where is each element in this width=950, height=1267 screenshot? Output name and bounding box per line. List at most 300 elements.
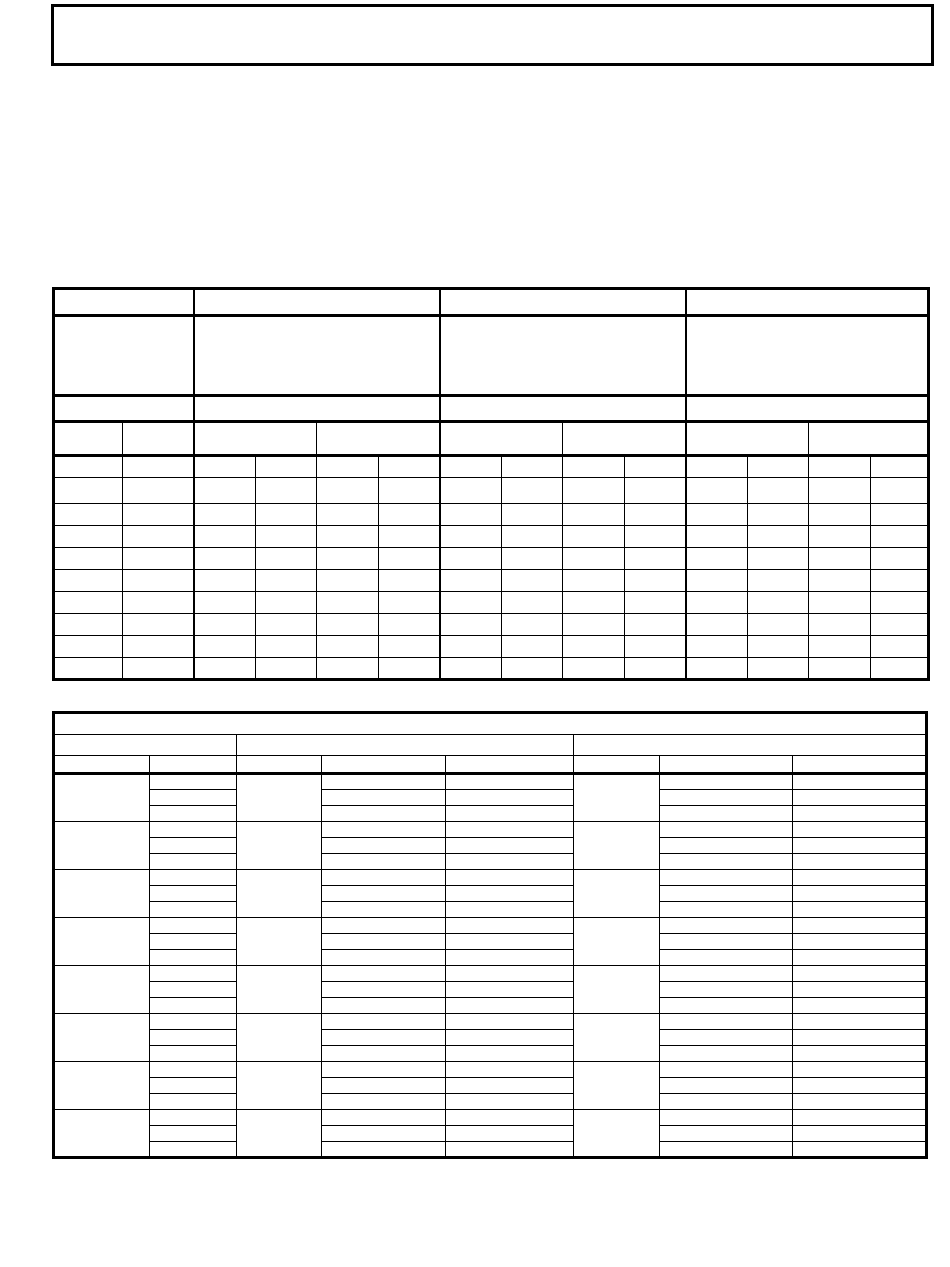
bottom-header-cell xyxy=(573,735,926,756)
top-data-cell xyxy=(54,504,123,526)
bottom-data-cell xyxy=(150,886,236,902)
top-data-cell xyxy=(256,504,317,526)
top-header-cell xyxy=(194,289,440,316)
top-data-cell xyxy=(379,548,440,570)
top-data-cell xyxy=(625,570,686,592)
bottom-data-cell xyxy=(150,822,236,838)
bottom-data-cell xyxy=(236,1062,321,1110)
bottom-data-row xyxy=(54,1014,927,1030)
top-header-cell xyxy=(194,316,440,396)
bottom-data-cell xyxy=(793,774,927,790)
top-data-cell xyxy=(563,570,625,592)
top-data-cell xyxy=(123,548,194,570)
bottom-data-cell xyxy=(321,1094,445,1110)
bottom-data-row xyxy=(54,886,927,902)
bottom-data-cell xyxy=(793,1014,927,1030)
bottom-data-cell xyxy=(446,902,573,918)
bottom-header-row-2 xyxy=(54,735,927,756)
top-data-cell xyxy=(502,658,563,680)
top-data-cell xyxy=(379,614,440,636)
bottom-data-cell xyxy=(446,918,573,934)
top-data-row xyxy=(54,504,929,526)
top-data-cell xyxy=(123,592,194,614)
top-data-cell xyxy=(686,570,748,592)
bottom-data-cell xyxy=(446,1014,573,1030)
bottom-data-cell xyxy=(660,934,793,950)
top-data-cell xyxy=(317,504,379,526)
top-data-cell xyxy=(809,526,871,548)
top-data-cell xyxy=(809,570,871,592)
bottom-data-row xyxy=(54,966,927,982)
bottom-data-cell xyxy=(793,918,927,934)
top-data-cell xyxy=(809,504,871,526)
bottom-data-cell xyxy=(321,950,445,966)
bottom-data-row xyxy=(54,950,927,966)
top-data-cell xyxy=(317,526,379,548)
bottom-data-cell xyxy=(446,774,573,790)
bottom-data-cell xyxy=(446,1030,573,1046)
bottom-data-cell xyxy=(793,1046,927,1062)
bottom-data-cell xyxy=(793,822,927,838)
top-data-cell xyxy=(502,504,563,526)
top-data-cell xyxy=(502,570,563,592)
bottom-grid-table xyxy=(52,711,928,1159)
top-data-cell xyxy=(871,478,929,504)
top-data-cell xyxy=(194,504,256,526)
bottom-data-cell xyxy=(660,1030,793,1046)
bottom-header-row-1 xyxy=(54,713,927,735)
bottom-data-cell xyxy=(446,1078,573,1094)
top-data-cell xyxy=(686,636,748,658)
bottom-data-cell xyxy=(150,1110,236,1126)
top-data-cell xyxy=(256,636,317,658)
bottom-data-cell xyxy=(793,982,927,998)
top-data-cell xyxy=(256,614,317,636)
bottom-data-cell xyxy=(54,774,150,822)
bottom-data-cell xyxy=(321,982,445,998)
bottom-data-cell xyxy=(150,1030,236,1046)
top-data-cell xyxy=(440,570,502,592)
top-header-cell xyxy=(440,422,563,456)
top-data-cell xyxy=(54,548,123,570)
top-data-cell xyxy=(194,456,256,478)
bottom-data-cell xyxy=(446,790,573,806)
bottom-data-cell xyxy=(54,822,150,870)
bottom-data-row xyxy=(54,1062,927,1078)
top-data-cell xyxy=(625,614,686,636)
bottom-data-cell xyxy=(660,950,793,966)
top-data-cell xyxy=(440,658,502,680)
top-data-cell xyxy=(194,592,256,614)
bottom-data-cell xyxy=(660,966,793,982)
top-data-cell xyxy=(379,456,440,478)
bottom-data-cell xyxy=(150,950,236,966)
bottom-header-cell xyxy=(321,756,445,774)
top-data-cell xyxy=(686,504,748,526)
bottom-data-cell xyxy=(446,838,573,854)
top-data-cell xyxy=(54,592,123,614)
top-data-cell xyxy=(871,614,929,636)
bottom-data-cell xyxy=(660,886,793,902)
bottom-data-cell xyxy=(446,854,573,870)
bottom-header-cell xyxy=(446,756,573,774)
bottom-data-cell xyxy=(660,1110,793,1126)
top-data-cell xyxy=(871,658,929,680)
top-data-cell xyxy=(563,548,625,570)
bottom-data-cell xyxy=(793,1078,927,1094)
bottom-data-cell xyxy=(321,870,445,886)
top-data-cell xyxy=(317,636,379,658)
bottom-data-cell xyxy=(446,1142,573,1158)
top-data-cell xyxy=(502,614,563,636)
top-data-cell xyxy=(379,478,440,504)
top-data-cell xyxy=(379,526,440,548)
bottom-data-cell xyxy=(54,966,150,1014)
bottom-data-cell xyxy=(150,1062,236,1078)
top-header-cell xyxy=(123,422,194,456)
bottom-data-row xyxy=(54,870,927,886)
bottom-data-cell xyxy=(793,1142,927,1158)
top-data-cell xyxy=(563,636,625,658)
bottom-data-cell xyxy=(793,966,927,982)
bottom-data-cell xyxy=(321,822,445,838)
bottom-data-cell xyxy=(150,1126,236,1142)
bottom-data-cell xyxy=(150,1046,236,1062)
bottom-data-cell xyxy=(793,934,927,950)
top-data-cell xyxy=(809,658,871,680)
top-data-cell xyxy=(379,570,440,592)
form-title-box xyxy=(51,4,934,66)
bottom-data-cell xyxy=(793,886,927,902)
top-data-cell xyxy=(748,504,809,526)
bottom-data-cell xyxy=(150,870,236,886)
bottom-data-cell xyxy=(150,902,236,918)
bottom-header-cell xyxy=(54,735,237,756)
bottom-data-cell xyxy=(660,1046,793,1062)
bottom-data-row xyxy=(54,1094,927,1110)
bottom-data-cell xyxy=(660,838,793,854)
bottom-data-cell xyxy=(54,870,150,918)
bottom-data-cell xyxy=(446,966,573,982)
bottom-data-cell xyxy=(660,982,793,998)
bottom-data-cell xyxy=(793,1094,927,1110)
bottom-data-cell xyxy=(793,902,927,918)
bottom-data-row xyxy=(54,822,927,838)
bottom-data-cell xyxy=(446,1110,573,1126)
top-data-cell xyxy=(194,658,256,680)
bottom-data-row xyxy=(54,1142,927,1158)
top-data-cell xyxy=(54,570,123,592)
bottom-data-cell xyxy=(573,918,659,966)
top-data-row xyxy=(54,478,929,504)
bottom-data-cell xyxy=(236,1014,321,1062)
bottom-data-cell xyxy=(236,966,321,1014)
top-data-cell xyxy=(54,478,123,504)
top-data-cell xyxy=(54,614,123,636)
top-header-row-3 xyxy=(54,396,929,422)
bottom-data-cell xyxy=(236,918,321,966)
top-data-row xyxy=(54,526,929,548)
top-data-row xyxy=(54,592,929,614)
top-data-cell xyxy=(748,658,809,680)
top-data-cell xyxy=(502,478,563,504)
bottom-header-cell xyxy=(150,756,236,774)
top-data-cell xyxy=(748,614,809,636)
bottom-data-cell xyxy=(150,1078,236,1094)
bottom-data-cell xyxy=(321,934,445,950)
bottom-data-cell xyxy=(660,870,793,886)
bottom-data-row xyxy=(54,854,927,870)
bottom-header-cell xyxy=(660,756,793,774)
bottom-data-cell xyxy=(150,982,236,998)
top-data-cell xyxy=(625,548,686,570)
bottom-data-cell xyxy=(54,1014,150,1062)
top-data-cell xyxy=(625,592,686,614)
top-data-cell xyxy=(686,526,748,548)
top-data-cell xyxy=(625,478,686,504)
top-data-cell xyxy=(440,548,502,570)
bottom-data-cell xyxy=(446,806,573,822)
bottom-data-cell xyxy=(321,1078,445,1094)
top-header-cell xyxy=(440,396,686,422)
bottom-data-cell xyxy=(150,1014,236,1030)
top-data-cell xyxy=(440,526,502,548)
bottom-data-row xyxy=(54,918,927,934)
bottom-data-cell xyxy=(321,886,445,902)
bottom-data-cell xyxy=(321,854,445,870)
top-data-cell xyxy=(440,614,502,636)
top-grid-table xyxy=(52,287,930,681)
top-data-cell xyxy=(809,614,871,636)
top-data-cell xyxy=(871,592,929,614)
bottom-data-cell xyxy=(321,998,445,1014)
top-data-cell xyxy=(123,614,194,636)
bottom-data-cell xyxy=(150,998,236,1014)
top-data-cell xyxy=(194,526,256,548)
top-header-cell xyxy=(440,316,686,396)
bottom-data-cell xyxy=(446,822,573,838)
bottom-data-cell xyxy=(150,934,236,950)
top-data-cell xyxy=(123,456,194,478)
top-data-cell xyxy=(440,456,502,478)
bottom-data-cell xyxy=(573,774,659,822)
top-header-cell xyxy=(317,422,440,456)
top-data-cell xyxy=(317,614,379,636)
bottom-data-row xyxy=(54,838,927,854)
bottom-data-row xyxy=(54,790,927,806)
top-data-cell xyxy=(563,456,625,478)
top-data-cell xyxy=(194,548,256,570)
bottom-data-row xyxy=(54,1030,927,1046)
top-data-cell xyxy=(54,526,123,548)
top-data-cell xyxy=(502,548,563,570)
bottom-header-cell xyxy=(236,735,573,756)
bottom-data-cell xyxy=(446,1126,573,1142)
top-data-cell xyxy=(748,548,809,570)
bottom-data-cell xyxy=(660,774,793,790)
bottom-data-cell xyxy=(660,1094,793,1110)
top-data-cell xyxy=(625,658,686,680)
bottom-data-cell xyxy=(321,1062,445,1078)
top-data-cell xyxy=(194,478,256,504)
top-header-cell xyxy=(54,289,194,316)
bottom-data-cell xyxy=(446,982,573,998)
top-data-cell xyxy=(440,592,502,614)
top-data-cell xyxy=(317,456,379,478)
top-header-cell xyxy=(686,316,929,396)
bottom-data-cell xyxy=(150,918,236,934)
bottom-data-cell xyxy=(446,1062,573,1078)
bottom-data-cell xyxy=(321,1110,445,1126)
top-data-cell xyxy=(563,658,625,680)
top-data-cell xyxy=(256,548,317,570)
bottom-data-cell xyxy=(793,998,927,1014)
top-data-cell xyxy=(256,592,317,614)
top-data-cell xyxy=(440,504,502,526)
bottom-data-cell xyxy=(660,1142,793,1158)
top-data-cell xyxy=(440,478,502,504)
bottom-data-cell xyxy=(150,790,236,806)
bottom-data-cell xyxy=(54,1110,150,1158)
bottom-data-cell xyxy=(660,1014,793,1030)
top-data-cell xyxy=(317,548,379,570)
top-data-cell xyxy=(123,658,194,680)
top-data-cell xyxy=(809,548,871,570)
bottom-data-row xyxy=(54,1046,927,1062)
bottom-data-cell xyxy=(150,838,236,854)
top-data-row xyxy=(54,614,929,636)
top-header-cell xyxy=(686,422,809,456)
top-data-cell xyxy=(871,570,929,592)
top-data-cell xyxy=(871,636,929,658)
bottom-data-cell xyxy=(321,774,445,790)
top-data-cell xyxy=(123,636,194,658)
top-header-cell xyxy=(54,396,194,422)
bottom-data-cell xyxy=(793,1030,927,1046)
top-data-cell xyxy=(317,592,379,614)
bottom-data-row xyxy=(54,1110,927,1126)
top-header-row-2 xyxy=(54,316,929,396)
bottom-data-cell xyxy=(573,1110,659,1158)
top-header-cell xyxy=(809,422,929,456)
top-data-cell xyxy=(379,592,440,614)
top-data-cell xyxy=(563,504,625,526)
bottom-data-cell xyxy=(573,822,659,870)
bottom-data-cell xyxy=(660,1126,793,1142)
bottom-data-cell xyxy=(321,1014,445,1030)
bottom-data-row xyxy=(54,1126,927,1142)
bottom-data-row xyxy=(54,982,927,998)
bottom-data-cell xyxy=(573,1014,659,1062)
top-data-cell xyxy=(809,456,871,478)
bottom-data-cell xyxy=(660,998,793,1014)
bottom-data-cell xyxy=(660,1078,793,1094)
bottom-data-cell xyxy=(573,966,659,1014)
top-header-cell xyxy=(440,289,686,316)
bottom-data-row xyxy=(54,1078,927,1094)
top-data-cell xyxy=(686,614,748,636)
top-data-cell xyxy=(54,636,123,658)
bottom-data-cell xyxy=(446,950,573,966)
bottom-data-cell xyxy=(793,1062,927,1078)
top-data-cell xyxy=(123,504,194,526)
bottom-data-cell xyxy=(446,998,573,1014)
bottom-data-cell xyxy=(150,806,236,822)
top-data-cell xyxy=(625,636,686,658)
bottom-data-cell xyxy=(793,950,927,966)
bottom-data-cell xyxy=(793,1110,927,1126)
bottom-data-cell xyxy=(660,918,793,934)
top-data-cell xyxy=(123,478,194,504)
top-data-cell xyxy=(256,526,317,548)
top-header-cell xyxy=(54,422,123,456)
top-data-cell xyxy=(317,658,379,680)
top-data-cell xyxy=(748,478,809,504)
top-data-cell xyxy=(686,658,748,680)
bottom-data-cell xyxy=(446,886,573,902)
bottom-data-cell xyxy=(236,1110,321,1158)
top-header-row-4 xyxy=(54,422,929,456)
top-data-cell xyxy=(748,526,809,548)
top-data-cell xyxy=(625,504,686,526)
top-data-row xyxy=(54,570,929,592)
bottom-data-cell xyxy=(793,806,927,822)
top-data-cell xyxy=(748,570,809,592)
bottom-header-row-3 xyxy=(54,756,927,774)
bottom-data-cell xyxy=(236,774,321,822)
top-data-cell xyxy=(502,526,563,548)
bottom-data-cell xyxy=(446,1094,573,1110)
top-data-cell xyxy=(686,478,748,504)
top-data-cell xyxy=(748,636,809,658)
bottom-data-cell xyxy=(321,918,445,934)
bottom-data-cell xyxy=(793,870,927,886)
bottom-data-cell xyxy=(54,918,150,966)
bottom-data-cell xyxy=(660,902,793,918)
top-data-cell xyxy=(194,636,256,658)
bottom-data-cell xyxy=(446,1046,573,1062)
top-data-cell xyxy=(871,548,929,570)
top-data-cell xyxy=(871,456,929,478)
top-header-cell xyxy=(686,396,929,422)
bottom-data-cell xyxy=(660,1062,793,1078)
top-data-cell xyxy=(502,456,563,478)
top-data-cell xyxy=(748,592,809,614)
top-data-cell xyxy=(379,504,440,526)
top-header-cell xyxy=(194,396,440,422)
bottom-data-cell xyxy=(660,790,793,806)
bottom-data-row xyxy=(54,806,927,822)
top-data-row xyxy=(54,658,929,680)
top-data-cell xyxy=(502,592,563,614)
bottom-data-cell xyxy=(321,1030,445,1046)
bottom-header-cell xyxy=(54,713,927,735)
bottom-data-cell xyxy=(150,774,236,790)
top-data-cell xyxy=(625,456,686,478)
top-data-row xyxy=(54,636,929,658)
bottom-data-cell xyxy=(573,1062,659,1110)
top-data-cell xyxy=(686,592,748,614)
top-data-cell xyxy=(809,636,871,658)
bottom-data-cell xyxy=(321,790,445,806)
bottom-data-cell xyxy=(321,966,445,982)
top-data-cell xyxy=(256,456,317,478)
top-data-cell xyxy=(317,570,379,592)
bottom-data-cell xyxy=(150,1142,236,1158)
bottom-data-row xyxy=(54,934,927,950)
bottom-data-cell xyxy=(446,934,573,950)
bottom-data-cell xyxy=(236,870,321,918)
